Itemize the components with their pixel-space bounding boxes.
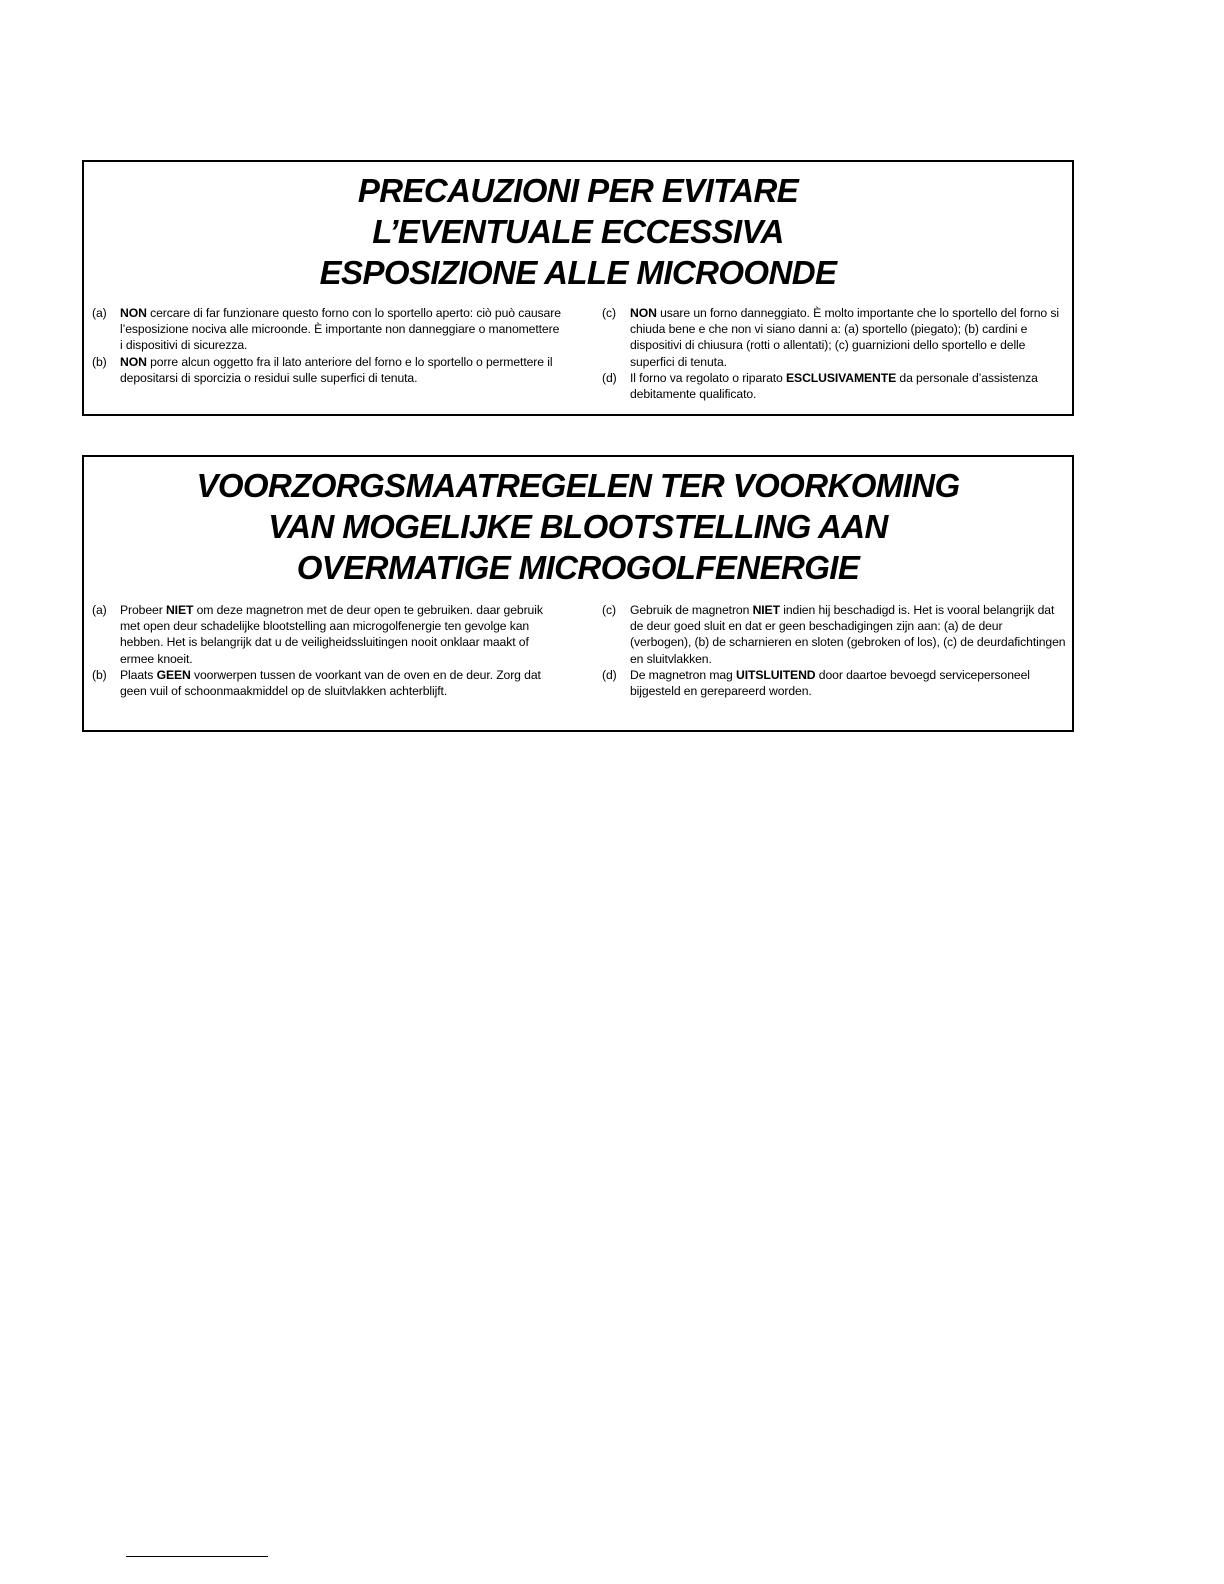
- italian-item-d: [602, 370, 1066, 402]
- italian-item-a: [92, 305, 562, 354]
- footnote-rule: [126, 1556, 268, 1557]
- item-text: indien hij beschadigd is. Het is vooral belangrijk dat de deur goed sluit en dat er geen beschadigingen zijn aan: (a) de deur (verbogen), (b) de scharnieren en sloten (gebroken of los), (c) de deurdafichtingen en sluitvlakken.: [630, 603, 1066, 666]
- item-emphasis: NON: [120, 354, 147, 369]
- item-text: porre alcun oggetto fra il lato anteriore del forno e lo sportello o permettere il depositarsi di sporcizia o residui sulle superfici di tenuta.: [120, 354, 553, 385]
- item-emphasis: NIET: [165, 603, 194, 617]
- dutch-title-line-3: OVERMATIGE MICROGOLFENERGIE: [296, 549, 860, 586]
- item-label: (c): [602, 306, 616, 320]
- dutch-title-line-2: VAN MOGELIJKE BLOOTSTELLING AAN: [268, 508, 888, 545]
- item-text: door daartoe bevoegd servicepersoneel bijgesteld en gerepareerd worden.: [630, 667, 1030, 699]
- dutch-right-column: [602, 602, 1066, 699]
- italian-warning-box: [82, 160, 1074, 416]
- item-label: (c): [602, 603, 616, 617]
- dutch-title-line-1: VOORZORGSMAATREGELEN TER VOORKOMING: [196, 467, 960, 504]
- item-emphasis: NON: [120, 306, 147, 320]
- italian-title: [84, 162, 1072, 293]
- item-prefix: Plaats: [120, 667, 157, 682]
- item-prefix: Gebruik de magnetron: [630, 603, 753, 617]
- dutch-item-c: [602, 602, 1066, 667]
- item-text: voorwerpen tussen de voorkant van de oven en de deur. Zorg dat geen vuil of schoonmaakmiddel op de sluitvlakken achterblijft.: [120, 667, 541, 699]
- dutch-item-a: [92, 602, 562, 667]
- item-text: cercare di far funzionare questo forno con lo sportello aperto: ciò può causare l’esposizione nociva alle microonde. È importante non danneggiare o manomettere i dispositivi di sicurezza.: [120, 306, 561, 353]
- item-prefix: Probeer: [120, 603, 166, 617]
- item-label: (d): [602, 370, 617, 385]
- item-label: (a): [92, 306, 107, 320]
- italian-title-line-3: ESPOSIZIONE ALLE MICROONDE: [319, 254, 837, 291]
- dutch-item-b: [92, 667, 562, 699]
- item-label: (b): [92, 354, 107, 369]
- item-emphasis: NON: [630, 306, 657, 320]
- italian-title-line-1: PRECAUZIONI PER EVITARE: [357, 172, 799, 209]
- italian-item-c: [602, 305, 1066, 370]
- item-emphasis: ESCLUSIVAMENTE: [786, 370, 897, 385]
- italian-item-b: [92, 354, 562, 386]
- item-text: om deze magnetron met de deur open te gebruiken. daar gebruik met open deur schadelijke blootstelling aan microgolfenergie ten gevolge kan hebben. Het is belangrijk dat u de veiligheidssluitingen nooit onklaar maakt of ermee knoeit.: [120, 603, 543, 666]
- italian-right-column: [602, 305, 1066, 402]
- item-prefix: Il forno va regolato o riparato: [630, 370, 787, 385]
- dutch-item-d: [602, 667, 1066, 699]
- item-text: usare un forno danneggiato. È molto importante che lo sportello del forno si chiuda bene e che non vi siano danni a: (a) sportello (piegato); (b) cardini e dispositivi di chiusura (rotti o allentati); (c) guarnizioni dello sportello e delle superfici di tenuta.: [630, 306, 1059, 369]
- dutch-left-column: [92, 602, 562, 699]
- item-label: (d): [602, 667, 617, 682]
- item-emphasis: UITSLUITEND: [736, 667, 816, 682]
- item-emphasis: GEEN: [156, 667, 191, 682]
- dutch-warning-box: [82, 455, 1074, 732]
- item-prefix: De magnetron mag: [630, 667, 737, 682]
- item-label: (a): [92, 603, 107, 617]
- item-emphasis: NIET: [752, 603, 780, 617]
- italian-left-column: [92, 305, 562, 386]
- item-label: (b): [92, 667, 107, 682]
- italian-title-line-2: L’EVENTUALE ECCESSIVA: [372, 213, 784, 250]
- dutch-title: [84, 457, 1072, 588]
- item-text: da personale d’assistenza debitamente qualificato.: [630, 370, 1038, 402]
